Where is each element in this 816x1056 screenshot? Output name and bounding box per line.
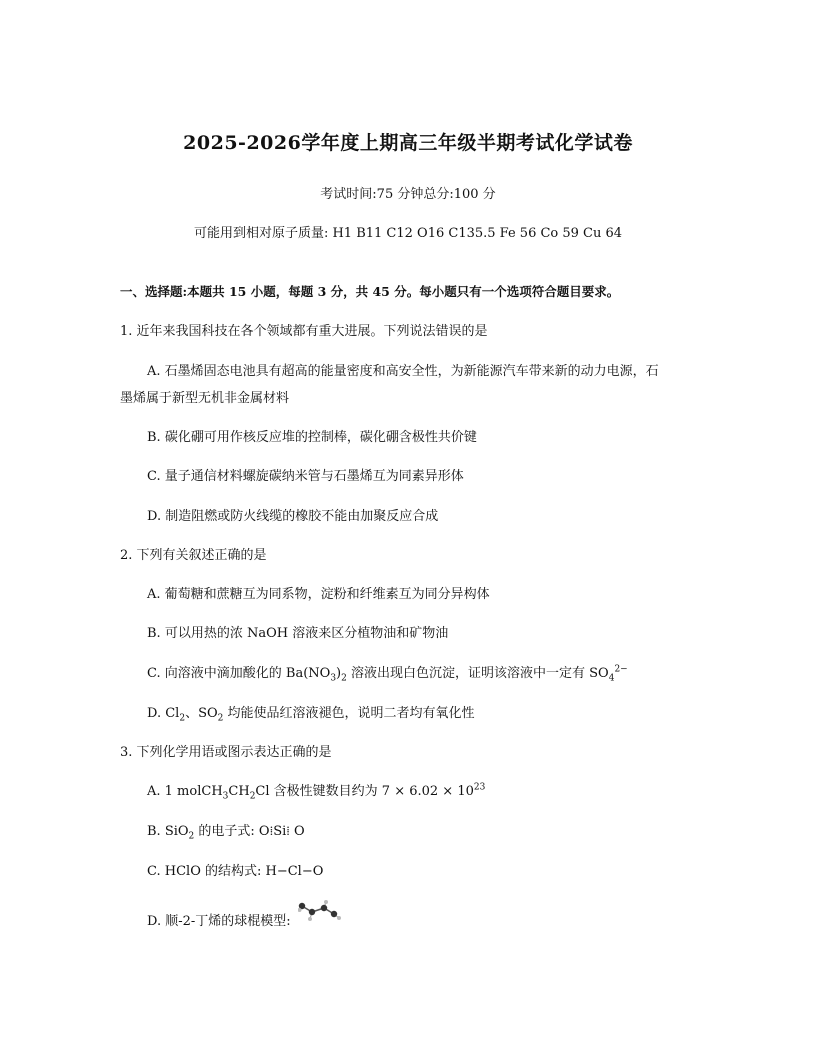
section-heading: 一、选择题:本题共 15 小题，每题 3 分，共 45 分。每小题只有一个选项符合题目要求。 <box>120 284 620 299</box>
question-2-stem: 2. 下列有关叙述正确的是 <box>120 548 267 563</box>
q3-option-a: A. 1 $molCH_3CH_2Cl$ 含极性键数目约为 $7 \times 6.02 \times 10^{23}$ <box>147 782 486 802</box>
atomic-masses: 可能用到相对原子质量: H1 B11 C12 O16 C135.5 Fe 56 Co 59 Cu 64 <box>193 226 623 241</box>
ball-stick-model-icon <box>298 900 342 922</box>
question-3-stem: 3. 下列化学用语或图示表达正确的是 <box>120 745 332 760</box>
q2-option-d: D. $Cl_2$、$SO_2$ 均能使品红溶液褪色，说明二者均有氧化性 <box>147 706 475 724</box>
q3-option-b: B. SiO$_2$ 的电子式: O⁞Si⁞ O <box>147 824 305 842</box>
q1-option-d: D. 制造阻燃或防火线缆的橡胶不能由加聚反应合成 <box>147 509 439 524</box>
q2-option-b: B. 可以用热的浓 NaOH 溶液来区分植物油和矿物油 <box>147 626 449 641</box>
page-title: 2025-2026学年度上期高三年级半期考试化学试卷 <box>183 132 633 154</box>
q3-option-d: D. 顺-2-丁烯的球棍模型: <box>147 914 291 929</box>
q2-option-a: A. 葡萄糖和蔗糖互为同系物，淀粉和纤维素互为同分异构体 <box>147 587 490 602</box>
question-1-stem: 1. 近年来我国科技在各个领域都有重大进展。下列说法错误的是 <box>120 324 488 339</box>
q1-option-a-line1: A. 石墨烯固态电池具有超高的能量密度和高安全性，为新能源汽车带来新的动力电源，石 <box>147 364 659 379</box>
q1-option-a-line2: 墨烯属于新型无机非金属材料 <box>120 391 290 406</box>
q2-option-c: C. 向溶液中滴加酸化的 $Ba(NO_3)_2$ 溶液出现白色沉淀，证明该溶液中一定有 $SO_4^{2-}$ <box>147 664 628 684</box>
q1-option-c: C. 量子通信材料螺旋碳纳米管与石墨烯互为同素异形体 <box>147 469 464 484</box>
q3-option-c: C. HClO 的结构式: H−Cl−O <box>147 864 324 879</box>
q1-option-b: B. 碳化硼可用作核反应堆的控制棒，碳化硼含极性共价键 <box>147 430 477 445</box>
exam-time-info: 考试时间:75 分钟总分:100 分 <box>320 187 496 202</box>
